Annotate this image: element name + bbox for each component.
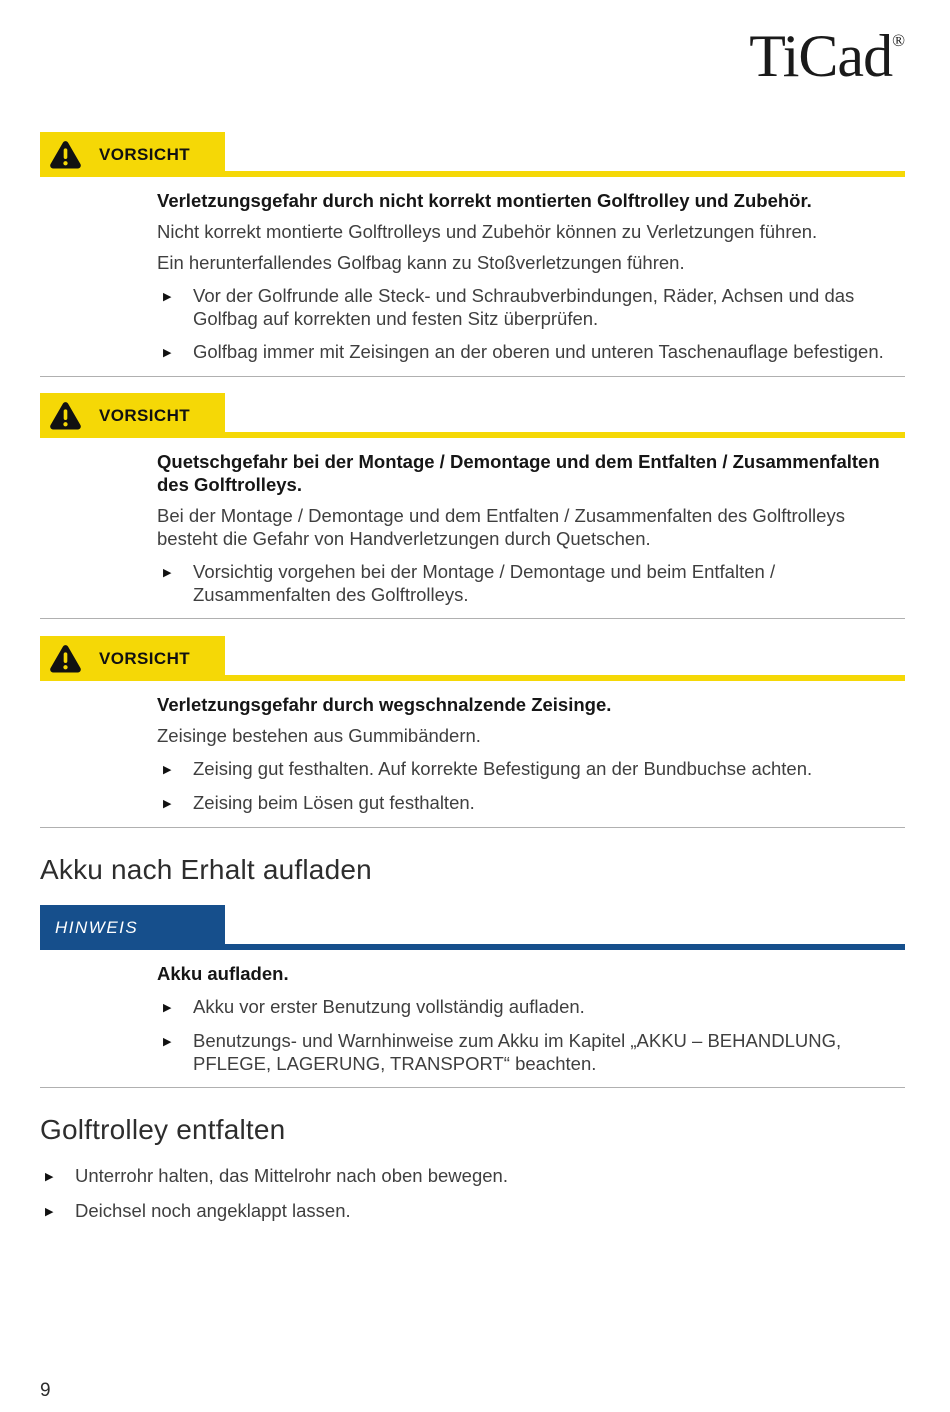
bullet-triangle-icon: ▶ xyxy=(163,1035,172,1048)
vorsicht-tab xyxy=(40,636,225,681)
warning-header xyxy=(40,393,905,438)
bullet-item xyxy=(45,1164,905,1188)
bullet-text: Unterrohr halten, das Mittelrohr nach oben bewegen. xyxy=(75,1165,508,1186)
registered-trademark-symbol: ® xyxy=(892,31,905,50)
warning-title: Verletzungsgefahr durch nicht korrekt montierten Golftrolley und Zubehör. xyxy=(157,190,812,211)
bullet-text: Deichsel noch angeklappt lassen. xyxy=(75,1200,351,1221)
warning-triangle-icon xyxy=(49,140,82,170)
logo-text: TiCad xyxy=(749,23,893,89)
page-number: 9 xyxy=(40,1380,51,1401)
bullet-triangle-icon: ▶ xyxy=(163,763,172,776)
section-divider xyxy=(40,827,905,828)
bullet-triangle-icon: ▶ xyxy=(45,1170,54,1183)
bullet-text: Golfbag immer mit Zeisingen an der oberen und unteren Taschenauflage befestigen. xyxy=(193,341,884,362)
warning-paragraph: Ein herunterfallendes Golfbag kann zu Stoßverletzungen führen. xyxy=(157,252,685,273)
section-divider xyxy=(40,376,905,377)
bullet-text: Vor der Golfrunde alle Steck- und Schraubverbindungen, Räder, Achsen und das Golfbag auf korrekten und festen Sitz überprüfen. xyxy=(193,285,855,329)
vorsicht-label: VORSICHT xyxy=(99,648,191,668)
bullet-item xyxy=(163,757,905,781)
warning-triangle-icon xyxy=(49,644,82,674)
warning-title: Verletzungsgefahr durch wegschnalzende Zeisinge. xyxy=(157,694,612,715)
ticad-logo xyxy=(749,23,905,89)
bullet-item xyxy=(163,791,905,815)
warning-paragraph: Nicht korrekt montierte Golftrolleys und Zubehör können zu Verletzungen führen. xyxy=(157,221,818,242)
bullet-item xyxy=(163,284,905,330)
bullet-item xyxy=(45,1199,905,1223)
bullet-triangle-icon: ▶ xyxy=(163,1001,172,1014)
bullet-triangle-icon: ▶ xyxy=(163,290,172,303)
bullet-text: Zeising beim Lösen gut festhalten. xyxy=(193,792,475,813)
warning-title: Quetschgefahr bei der Montage / Demontage und dem Entfalten / Zusammenfalten des Golftrolleys. xyxy=(157,451,880,495)
vorsicht-tab xyxy=(40,132,225,177)
warning-section-1 xyxy=(40,132,905,377)
bullet-text: Akku vor erster Benutzung vollständig aufladen. xyxy=(193,996,585,1017)
notice-header xyxy=(40,905,905,950)
bullet-item xyxy=(163,340,905,364)
vorsicht-label: VORSICHT xyxy=(99,144,191,164)
bullet-item xyxy=(163,560,905,606)
warning-section-2 xyxy=(40,393,905,619)
instruction-list xyxy=(40,1164,905,1223)
logo-row xyxy=(40,0,905,89)
section-heading-golftrolley: Golftrolley entfalten xyxy=(40,1114,286,1145)
notice-title: Akku aufladen. xyxy=(157,963,289,984)
section-divider xyxy=(40,618,905,619)
bullet-triangle-icon: ▶ xyxy=(45,1205,54,1218)
bullet-triangle-icon: ▶ xyxy=(163,346,172,359)
vorsicht-label: VORSICHT xyxy=(99,405,191,425)
bullet-text: Zeising gut festhalten. Auf korrekte Befestigung an der Bundbuchse achten. xyxy=(193,758,813,779)
bullet-triangle-icon: ▶ xyxy=(163,797,172,810)
bullet-item xyxy=(163,1029,905,1075)
warning-triangle-icon xyxy=(49,401,82,431)
bullet-text: Vorsichtig vorgehen bei der Montage / Demontage und beim Entfalten / Zusammenfalten des Golftrolleys. xyxy=(193,561,776,605)
section-divider xyxy=(40,1087,905,1088)
warning-paragraph: Zeisinge bestehen aus Gummibändern. xyxy=(157,725,481,746)
hinweis-label: HINWEIS xyxy=(55,917,139,937)
warning-header xyxy=(40,636,905,681)
bullet-item xyxy=(163,995,905,1019)
warning-header xyxy=(40,132,905,177)
bullet-text: Benutzungs- und Warnhinweise zum Akku im Kapitel „AKKU – BEHANDLUNG, PFLEGE, LAGERUNG, TRANSPORT“ beachten. xyxy=(193,1030,842,1074)
section-heading-akku: Akku nach Erhalt aufladen xyxy=(40,854,372,885)
vorsicht-tab xyxy=(40,393,225,438)
warning-section-3 xyxy=(40,636,905,828)
hinweis-tab xyxy=(40,905,225,950)
warning-paragraph: Bei der Montage / Demontage und dem Entfalten / Zusammenfalten des Golftrolleys besteht die Gefahr von Handverletzungen durch Quetschen. xyxy=(157,505,845,549)
bullet-triangle-icon: ▶ xyxy=(163,566,172,579)
notice-section xyxy=(40,905,905,1088)
